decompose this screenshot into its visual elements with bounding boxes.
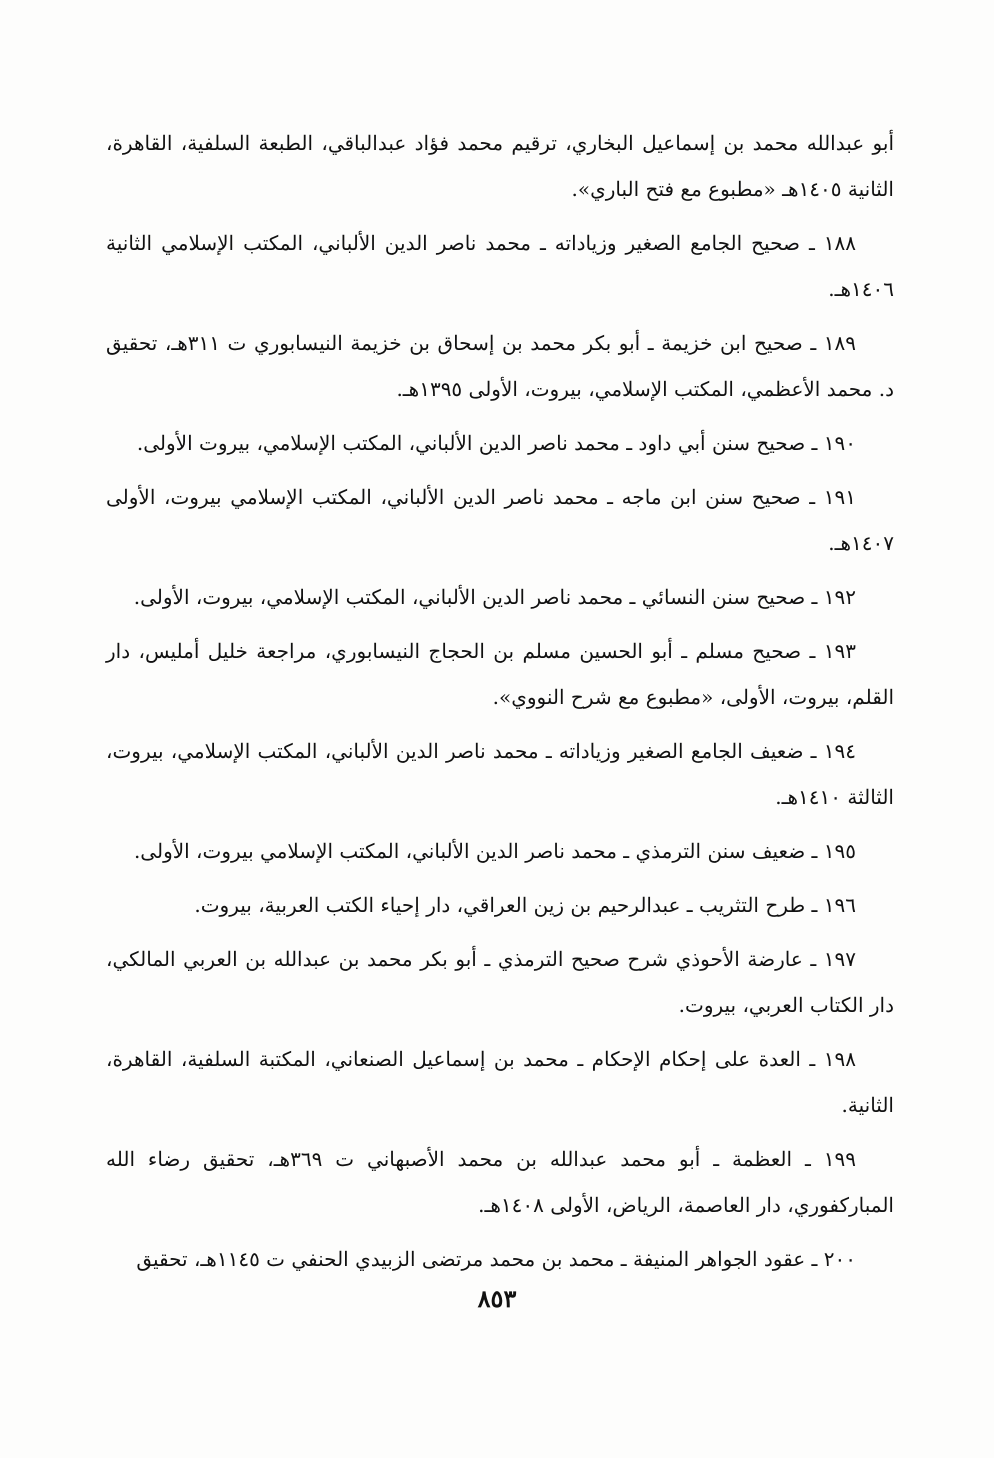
bibliography-entry-197: ١٩٧ ـ عارضة الأحوذي شرح صحيح الترمذي ـ أبو بكر محمد بن عبدالله بن العربي المالكي، دار الكتاب العربي، بيروت. [106, 947, 894, 1017]
page-number: ٨٥٣ [477, 1284, 517, 1313]
bibliography-entry-192: ١٩٢ ـ صحيح سنن النسائي ـ محمد ناصر الدين الألباني، المكتب الإسلامي، بيروت، الأولى. [133, 585, 856, 609]
bibliography-entry-193: ١٩٣ ـ صحيح مسلم ـ أبو الحسين مسلم بن الحجاج النيسابوري، مراجعة خليل أمليس، دار القلم، بيروت، الأولى، «مطبوع مع شرح النووي». [106, 639, 894, 709]
bibliography-entry-198: ١٩٨ ـ العدة على إحكام الإحكام ـ محمد بن إسماعيل الصنعاني، المكتبة السلفية، القاهرة، الثانية. [106, 1047, 894, 1117]
bibliography-entry-189: ١٨٩ ـ صحيح ابن خزيمة ـ أبو بكر محمد بن إسحاق بن خزيمة النيسابوري ت ٣١١هـ، تحقيق د. محمد الأعظمي، المكتب الإسلامي، بيروت، الأولى ١٣٩٥هـ. [106, 331, 894, 401]
bibliography-entry-196: ١٩٦ ـ طرح التثريب ـ عبدالرحيم بن زين العراقي، دار إحياء الكتب العربية، بيروت. [194, 893, 856, 917]
bibliography-entry-190: ١٩٠ ـ صحيح سنن أبي داود ـ محمد ناصر الدين الألباني، المكتب الإسلامي، بيروت الأولى. [136, 431, 856, 455]
bibliography-body [106, 120, 894, 1290]
bibliography-entry-194: ١٩٤ ـ ضعيف الجامع الصغير وزياداته ـ محمد ناصر الدين الألباني، المكتب الإسلامي، بيروت، الثالثة ١٤١٠هـ. [106, 739, 894, 809]
bibliography-entry-continuation: أبو عبدالله محمد بن إسماعيل البخاري، ترقيم محمد فؤاد عبدالباقي، الطبعة السلفية، القاهرة، الثانية ١٤٠٥هـ «مطبوع مع فتح الباري». [106, 131, 894, 201]
bibliography-entry-200: ٢٠٠ ـ عقود الجواهر المنيفة ـ محمد بن محمد مرتضى الزبيدي الحنفي ت ١١٤٥هـ، تحقيق [136, 1247, 856, 1271]
bibliography-entry-195: ١٩٥ ـ ضعيف سنن الترمذي ـ محمد ناصر الدين الألباني، المكتب الإسلامي بيروت، الأولى. [133, 839, 856, 863]
bibliography-entry-188: ١٨٨ ـ صحيح الجامع الصغير وزياداته ـ محمد ناصر الدين الألباني، المكتب الإسلامي الثانية ١٤٠٦هـ. [106, 231, 894, 301]
bibliography-entry-191: ١٩١ ـ صحيح سنن ابن ماجه ـ محمد ناصر الدين الألباني، المكتب الإسلامي بيروت، الأولى ١٤٠٧هـ. [106, 485, 894, 555]
bibliography-entry-199: ١٩٩ ـ العظمة ـ أبو محمد عبدالله بن محمد الأصبهاني ت ٣٦٩هـ، تحقيق رضاء الله المباركفوري، دار العاصمة، الرياض، الأولى ١٤٠٨هـ. [106, 1147, 894, 1217]
